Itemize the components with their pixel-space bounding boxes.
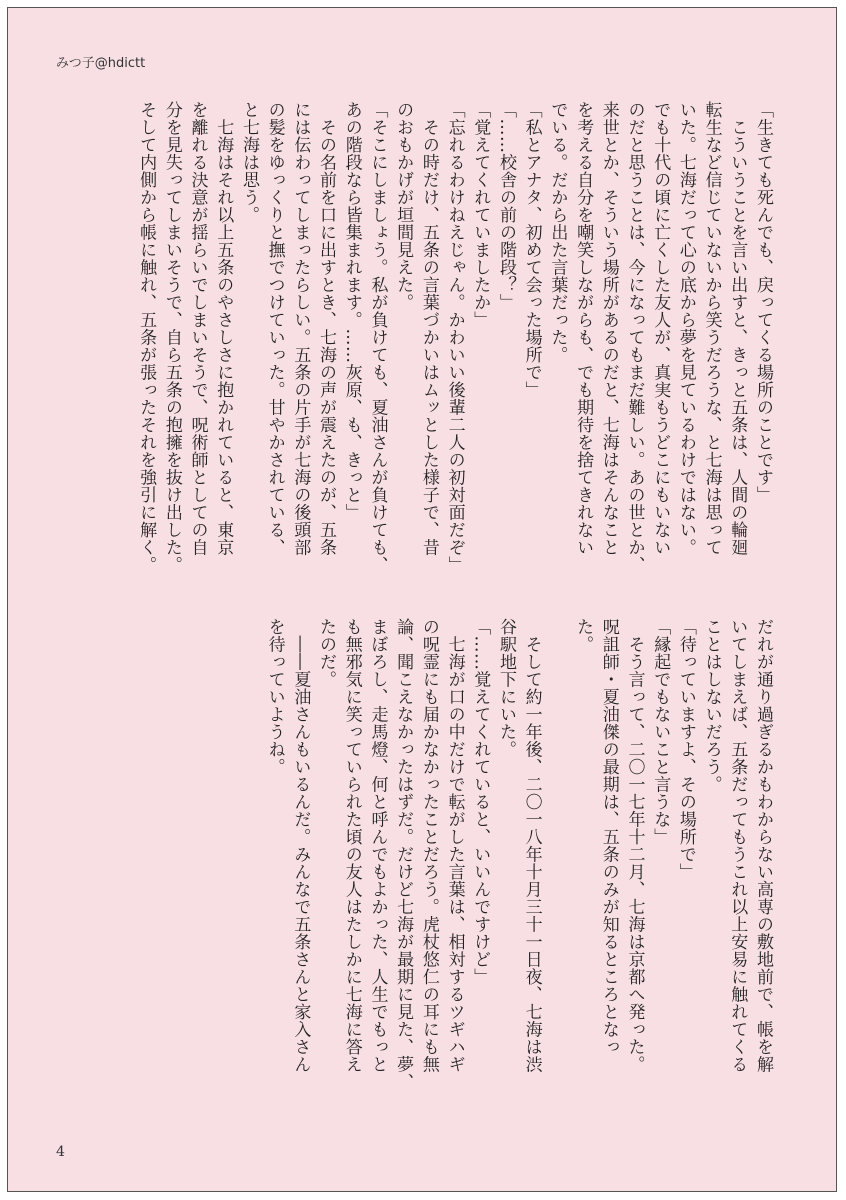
text-line: 「忘れるわけねえじゃん。かわいい後輩二人の初対面だぞ」 [444, 101, 465, 574]
text-line: ことはしないだろう。 [701, 618, 722, 793]
text-line: たのだ。 [316, 618, 337, 688]
text-line: 呪詛師・夏油傑の最期は、五条のみが知るところとなっ [598, 618, 619, 1056]
text-line: を考える自分を嘲笑しながらも、でも期待を捨てきれない [573, 101, 594, 556]
author-handle: みつ子@hdictt [56, 56, 146, 71]
text-line: 「待っていますよ、その場所で」 [675, 618, 696, 881]
text-line: 「そこにしましょう。私が負けても、夏油さんが負けても、 [367, 101, 388, 574]
book-page [7, 7, 837, 1192]
text-line: 「生きても死んでも、戻ってくる場所のことです」 [753, 101, 773, 504]
text-line: その時だけ、五条の言葉づかいはムッとした様子で、昔 [418, 101, 439, 556]
text-line: た。 [573, 618, 594, 653]
text-line: いた。七海だって心の底から夢を見ているわけではない。 [675, 101, 696, 556]
text-line: 谷駅地下にいた。 [495, 618, 516, 758]
text-line: 七海はそれ以上五条のやさしさに抱かれていると、東京 [213, 101, 234, 556]
text-line: 七海が口の中だけで転がした言葉は、相対するツギハギ [444, 618, 465, 1073]
text-line: 「私とアナタ、初めて会った場所で」 [521, 101, 542, 399]
text-line: のだと思うことは、今になってもまだ難しい。あの世とか、 [624, 101, 645, 574]
text-line: いてしまえば、五条だってもうこれ以上安易に触れてくる [727, 618, 748, 1073]
text-line: そして内側から帳に触れ、五条が張ったそれを強引に解く。 [136, 101, 157, 574]
upper-text-block [136, 101, 775, 581]
text-line: のおもかげが垣間見えた。 [393, 101, 414, 311]
text-line: も無邪気に笑っていられた頃の友人はたしかに七海に答え [341, 618, 362, 1073]
text-line: まぼろし、走馬燈、何と呼んでもよかった、人生でもっと [367, 618, 388, 1073]
blank-line [544, 618, 570, 1098]
text-line: 来世とか、そういう場所があるのだと、七海はそんなこと [598, 101, 619, 556]
text-line: 転生など信じていないから笑うだろうな、と七海は思って [701, 101, 722, 556]
text-line: 「……覚えてくれていると、いいんですけど」 [470, 618, 491, 986]
text-line: だれが通り過ぎるかもわからない高専の敷地前で、帳を解 [753, 618, 773, 1073]
text-line: そう言って、二〇一七年十二月、七海は京都へ発った。 [624, 618, 645, 1073]
text-line: には伝わってしまったらしい。五条の片手が七海の後頭部 [290, 101, 311, 556]
text-line: その名前を口に出すとき、七海の声が震えたのが、五条 [316, 101, 337, 556]
text-line: 「縁起でもないこと言うな」 [650, 618, 671, 846]
text-line: 分を見失ってしまいそうで、自ら五条の抱擁を抜け出した。 [161, 101, 182, 574]
lower-text-block [235, 618, 775, 1098]
page-number: 4 [56, 1144, 65, 1160]
text-line: の髪をゆっくりと撫でつけていった。甘やかされている、 [264, 101, 285, 556]
text-line: でいる。だから出た言葉だった。 [547, 101, 568, 364]
text-line: あの階段なら皆集まれます。……灰原、も、きっと」 [341, 101, 362, 521]
text-line: 「覚えてくれていましたか」 [470, 101, 491, 329]
text-line: こういうことを言い出すと、きっと五条は、人間の輪廻 [727, 101, 748, 556]
text-line: の呪霊にも届かなかったことだろう。虎杖悠仁の耳にも無 [418, 618, 439, 1073]
text-line: 「……校舎の前の階段？」 [495, 101, 516, 311]
text-line: を待っていようね。 [264, 618, 285, 776]
text-line: ――夏油さんもいるんだ。みんなで五条さんと家入さん [290, 618, 311, 1073]
text-line: でも十代の頃に亡くした友人が、真実もうどこにもいない [650, 101, 671, 556]
text-line: 論、聞こえなかったはずだ。だけど七海が最期に見た、夢、 [393, 618, 414, 1091]
text-line: を離れる決意が揺らいでしまいそうで、呪術師としての自 [187, 101, 208, 556]
text-line: そして約一年後、二〇一八年十月三十一日夜、七海は渋 [521, 618, 542, 1073]
text-line: と七海は思う。 [238, 101, 259, 224]
